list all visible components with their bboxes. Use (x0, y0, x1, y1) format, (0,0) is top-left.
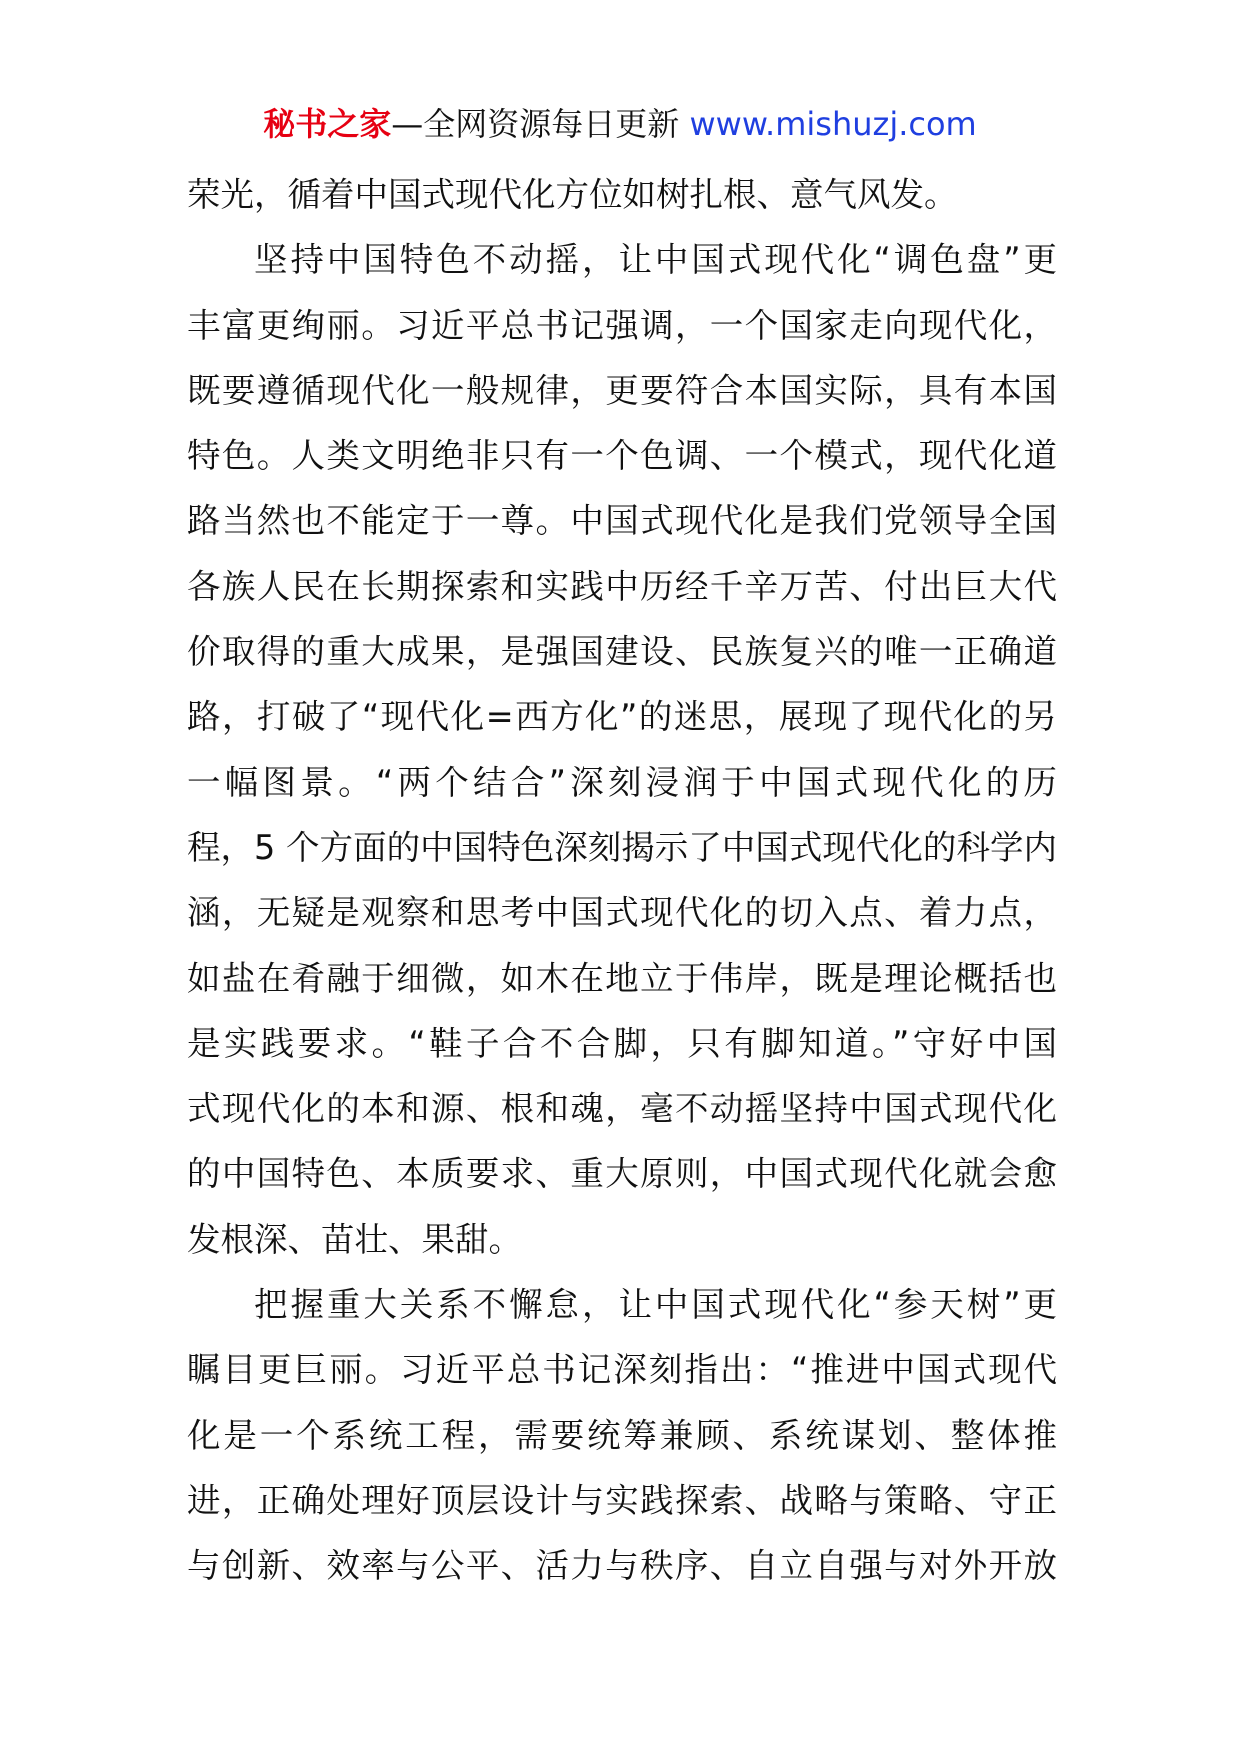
text-line: 的中国特色、本质要求、重大原则，中国式现代化就会愈 (187, 1154, 1057, 1194)
text-line: 既要遵循现代化一般规律，更要符合本国实际，具有本国 (187, 370, 1057, 410)
text-line: 发根深、苗壮、果甜。 (187, 1219, 522, 1259)
text-line: 程，5 个方面的中国特色深刻揭示了中国式现代化的科学内 (187, 827, 1057, 867)
text-line: 如盐在肴融于细微，如木在地立于伟岸，既是理论概括也 (187, 958, 1057, 998)
text-line: 各族人民在长期探索和实践中历经千辛万苦、付出巨大代 (187, 566, 1057, 606)
text-line: 荣光，循着中国式现代化方位如树扎根、意气风发。 (187, 175, 958, 214)
text-line: 瞩目更巨丽。习近平总书记深刻指出：“推进中国式现代 (187, 1350, 1057, 1390)
paragraph (187, 1272, 1057, 1598)
text-line: 坚持中国特色不动摇，让中国式现代化“调色盘”更 (254, 240, 1057, 280)
header-tagline: —全网资源每日更新 (391, 105, 680, 143)
text-line: 把握重大关系不懈怠，让中国式现代化“参天树”更 (254, 1285, 1057, 1325)
text-line: 涵，无疑是观察和思考中国式现代化的切入点、着力点， (187, 893, 1057, 933)
text-line: 一幅图景。“两个结合”深刻浸润于中国式现代化的历 (187, 762, 1057, 802)
text-line: 丰富更绚丽。习近平总书记强调，一个国家走向现代化， (187, 305, 1057, 345)
document-body (187, 162, 1057, 1599)
page-header (0, 100, 1240, 148)
text-line: 路，打破了“现代化=西方化”的迷思，展现了现代化的另 (187, 697, 1057, 737)
text-line: 特色。人类文明绝非只有一个色调、一个模式，现代化道 (187, 436, 1057, 476)
paragraph (187, 162, 1057, 227)
header-url[interactable]: www.mishuzj.com (689, 105, 977, 143)
paragraph (187, 227, 1057, 1272)
text-line: 价取得的重大成果，是强国建设、民族复兴的唯一正确道 (187, 632, 1057, 672)
text-line: 式现代化的本和源、根和魂，毫不动摇坚持中国式现代化 (187, 1089, 1057, 1129)
text-line: 进，正确处理好顶层设计与实践探索、战略与策略、守正 (187, 1480, 1057, 1520)
text-line: 与创新、效率与公平、活力与秩序、自立自强与对外开放 (187, 1546, 1057, 1586)
text-line: 化是一个系统工程，需要统筹兼顾、系统谋划、整体推 (187, 1415, 1057, 1455)
header-brand: 秘书之家 (263, 105, 392, 143)
text-line: 是实践要求。“鞋子合不合脚，只有脚知道。”守好中国 (187, 1023, 1057, 1063)
text-line: 路当然也不能定于一尊。中国式现代化是我们党领导全国 (187, 501, 1057, 541)
